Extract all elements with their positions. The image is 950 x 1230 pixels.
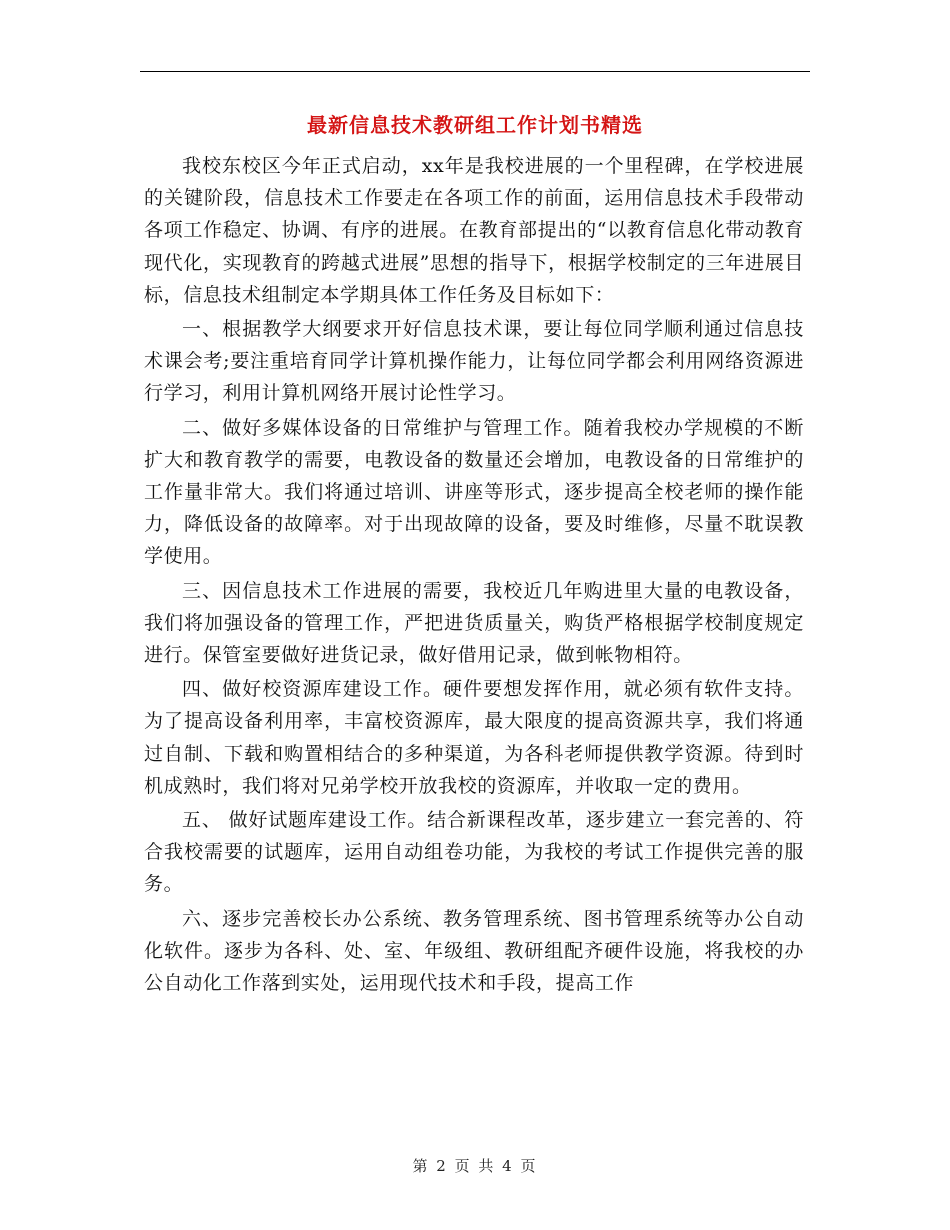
page-footer <box>0 1155 950 1177</box>
page-number: 第 2 页 共 4 页 <box>412 1157 538 1175</box>
paragraph-item-3: 三、因信息技术工作进展的需要，我校近几年购进里大量的电教设备，我们将加强设备的管理工作，严把进货质量关，购货严格根据学校制度规定进行。保管室要做好进货记录，做好借用记录，做到帐物相符。 <box>144 579 804 667</box>
header-rule <box>140 71 810 72</box>
paragraph-item-4: 四、做好校资源库建设工作。硬件要想发挥作用，就必须有软件支持。为了提高设备利用率，丰富校资源库，最大限度的提高资源共享，我们将通过自制、下载和购置相结合的多种渠道，为各科老师提供教学资源。待到时机成熟时，我们将对兄弟学校开放我校的资源库，并收取一定的费用。 <box>144 678 804 797</box>
document-body <box>144 150 804 1001</box>
paragraph-item-6: 六、逐步完善校长办公系统、教务管理系统、图书管理系统等办公自动化软件。逐步为各科、处、室、年级组、教研组配齐硬件设施，将我校的办公自动化工作落到实处，运用现代技术和手段，提高工作 <box>144 907 804 995</box>
paragraph-intro: 我校东校区今年正式启动，xx年是我校进展的一个里程碑，在学校进展的关键阶段，信息技术工作要走在各项工作的前面，运用信息技术手段带动各项工作稳定、协调、有序的进展。在教育部提出的“以教育信息化带动教育现代化，实现教育的跨越式进展”思想的指导下，根据学校制定的三年进展目标，信息技术组制定本学期具体工作任务及目标如下： <box>144 155 804 306</box>
document-title: 最新信息技术教研组工作计划书精选 <box>307 113 643 137</box>
paragraph-item-2: 二、做好多媒体设备的日常维护与管理工作。随着我校办学规模的不断扩大和教育教学的需要，电教设备的数量还会增加，电教设备的日常维护的工作量非常大。我们将通过培训、讲座等形式，逐步提高全校老师的操作能力，降低设备的故障率。对于出现故障的设备，要及时维修，尽量不耽误教学使用。 <box>144 416 804 568</box>
paragraph-item-1: 一、根据教学大纲要求开好信息技术课，要让每位同学顺利通过信息技术课会考;要注重培育同学计算机操作能力，让每位同学都会利用网络资源进行学习，利用计算机网络开展讨论性学习。 <box>144 318 804 405</box>
paragraph-item-5: 五、 做好试题库建设工作。结合新课程改革，逐步建立一套完善的、符合我校需要的试题库，运用自动组卷功能，为我校的考试工作提供完善的服务。 <box>144 809 804 896</box>
